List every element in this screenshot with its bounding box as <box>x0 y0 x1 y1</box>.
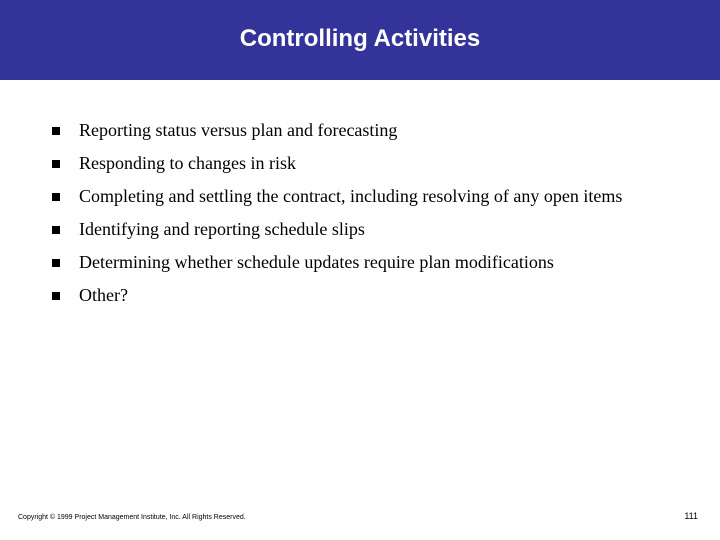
slide-title: Controlling Activities <box>239 25 481 52</box>
bullet-text: Other? <box>79 285 128 305</box>
square-bullet-icon <box>52 160 60 168</box>
bullet-text: Completing and settling the contract, including resolving of any open items <box>79 186 623 206</box>
square-bullet-icon <box>52 292 60 300</box>
square-bullet-icon <box>52 259 60 267</box>
page-number: 111 <box>684 511 698 521</box>
bullet-text: Identifying and reporting schedule slips <box>79 219 365 239</box>
square-bullet-icon <box>52 127 60 135</box>
footer-copyright: Copyright © 1999 Project Management Institute, Inc. All Rights Reserved. <box>18 514 246 521</box>
square-bullet-icon <box>52 226 60 234</box>
bullet-text: Responding to changes in risk <box>79 153 296 173</box>
square-bullet-icon <box>52 193 60 201</box>
bullet-text: Determining whether schedule updates require plan modifications <box>79 252 554 272</box>
title-bar <box>0 0 720 80</box>
bullet-text: Reporting status versus plan and forecasting <box>79 120 398 140</box>
